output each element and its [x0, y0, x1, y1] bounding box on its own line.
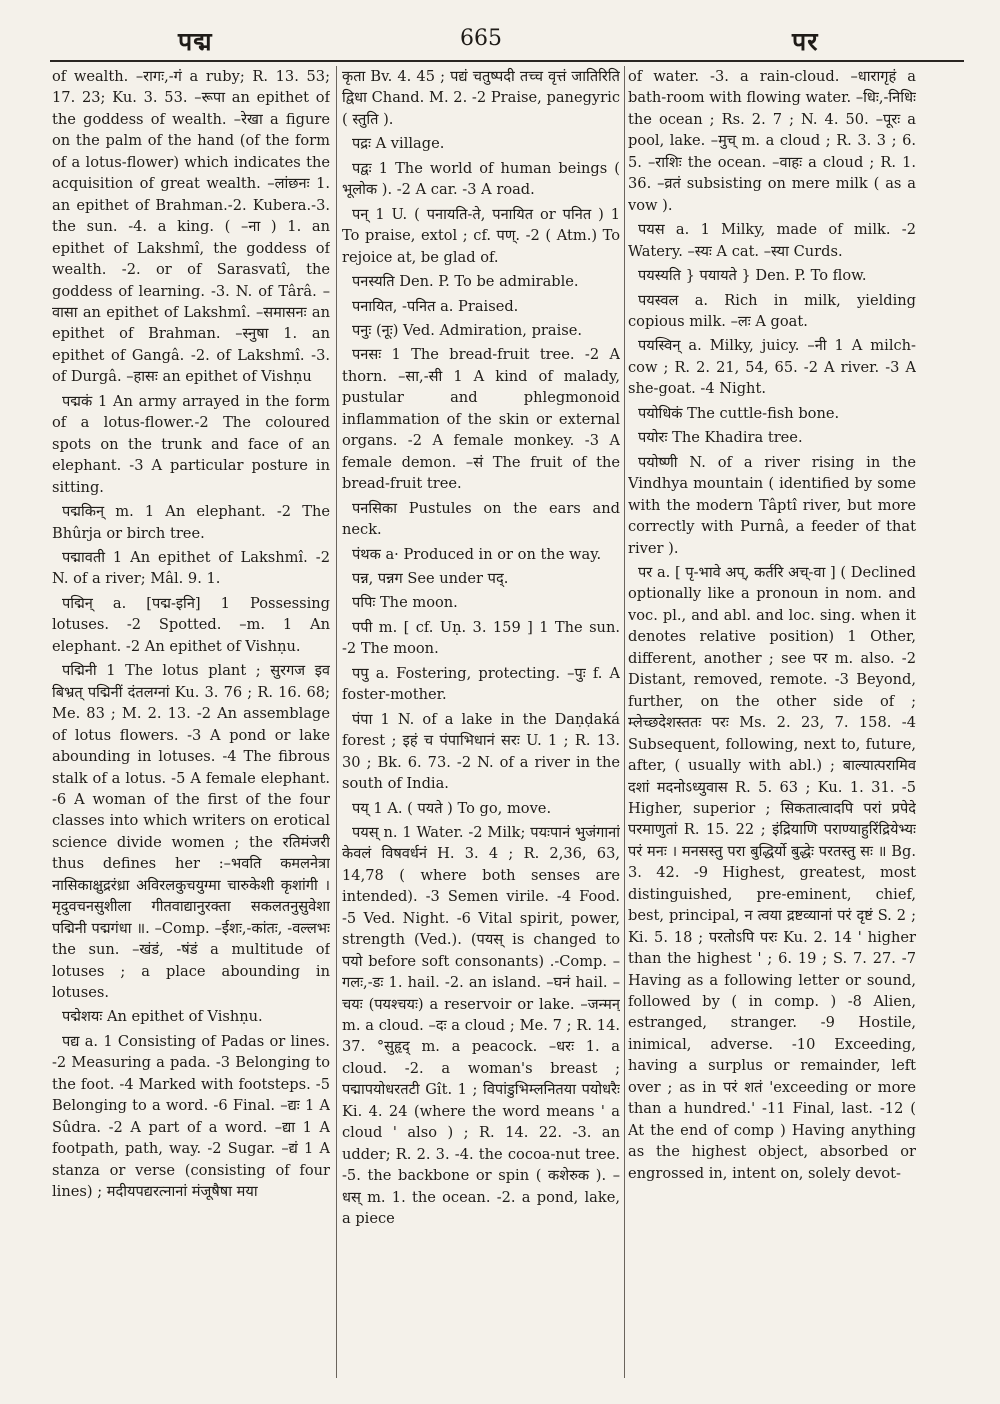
dictionary-entry: पयोधिकं The cuttle-fish bone. — [638, 404, 840, 422]
dictionary-entry: पपु a. Fostering, protecting. –पुः f. A foster-mother. — [342, 664, 620, 704]
dictionary-entry: पद्मकं 1 An army arrayed in the form of a lotus-flower.-2 The coloured spots on the trunk and face of an elephant. -3 A particular posture in sitting. — [52, 392, 330, 496]
dictionary-entry: of water. -3. a rain-cloud. –धारागृहं a bath-room with flowing water. –धिः,-निधिः the ocean ; Rs. 2. 7 ; N. 4. 50. –पूरः a pool, lake. –मुच् m. a cloud ; R. 3. 3 ; 6. 5. –राशिः the ocean. –वाहः a cloud ; R. 1. 36. –व्रतं subsisting on mere milk ( as a vow ). — [628, 68, 916, 214]
dictionary-entry: पन् 1 U. ( पनायति-ते, पनायित or पनित ) 1 To praise, extol ; cf. पण्. -2 ( Atm.) To rejoice at, be glad of. — [342, 205, 620, 266]
dictionary-entry: पद्रः A village. — [352, 135, 445, 153]
dictionary-entry: पयस्विन् a. Milky, juicy. –नी 1 A milch-cow ; R. 2. 21, 54, 65. -2 A river. -3 A she-goat. -4 Night. — [628, 337, 916, 398]
dictionary-entry: पद्मिन् a. [पद्म-इनि] 1 Possessing lotuses. -2 Spotted. –m. 1 An elephant. -2 An epithet of Vishṇu. — [52, 594, 330, 655]
dictionary-entry: पयस् n. 1 Water. -2 Milk; पयःपानं भुजंगानां केवलं विषवर्धनं H. 3. 4 ; R. 2,36, 63, 14,78 ( where both senses are intended). -3 Semen virile. -4 Food. -5 Ved. Night. -6 Vital spirit, power, strength (Ved.). (पयस् is changed to पयो before soft consonants) .-Comp. –गलः,-डः 1. hail. -2. an island. –घनं hail. –चयः (पयश्चयः) a reservoir or lake. –जन्मन् m. a cloud. –दः a cloud ; Me. 7 ; R. 14. 37. °सुहृद् m. a peacock. –धरः 1. a cloud. -2. a woman's breast ; पद्मापयोधरतटी Gît. 1 ; विपांडुभिम्लनितया पयोधरैः Ki. 4. 24 (where the word means ' a cloud ' also ) ; R. 14. 22. -3. an udder; R. 2. 3. -4. the cocoa-nut tree. -5. the backbone or spin ( कशेरुक ). –धस् m. 1. the ocean. -2. a pond, lake, a piece — [342, 823, 620, 1228]
page-header — [50, 24, 960, 64]
dictionary-entry: पपी m. [ cf. Uṇ. 3. 159 ] 1 The sun. -2 The moon. — [342, 618, 620, 658]
dictionary-entry: पयस a. 1 Milky, made of milk. -2 Watery. –स्यः A cat. –स्या Curds. — [628, 221, 916, 260]
dictionary-entry: कृता Bv. 4. 45 ; पद्यं चतुष्पदी तच्च वृत्तं जातिरिति द्विधा Chand. M. 2. -2 Praise, panegyric ( स्तुति ). — [342, 68, 620, 128]
dictionary-entry: पंथक a· Produced in or on the way. — [352, 545, 602, 563]
dictionary-entry: पनस्यति Den. P. To be admirable. — [352, 273, 579, 291]
column-divider-2 — [624, 66, 625, 1378]
dictionary-entry: पद्मिनी 1 The lotus plant ; सुरगज इव बिभ्रत् पद्मिनीं दंतलग्नां Ku. 3. 76 ; R. 16. 68; Me. 83 ; M. 2. 13. -2 An assemblage of lotus flowers. -3 A pond or lake abounding in lotuses. -4 The fibrous stalk of a lotus. -5 A female elephant. -6 A woman of the first of the four classes into which writers on erotical science divide women ; the रतिमंजरी thus defines her :–भवति कमलनेत्रा नासिकाक्षुद्ररंध्रा अविरलकुचयुग्मा चारुकेशी कृशांगी । मृदुवचनसुशीला गीतवाद्यानुरक्ता सकलतनुसुवेशा पद्मिनी पद्मगंधा ॥. –Comp. –ईशः,-कांतः, -वल्लभः the sun. –खंडं, -षंडं a multitude of lotuses ; a place abounding in lotuses. — [52, 662, 330, 1002]
dictionary-entry: पनुः (नूः) Ved. Admiration, praise. — [352, 321, 583, 339]
dictionary-entry: पद्वः 1 The world of human beings ( भूलोक ). -2 A car. -3 A road. — [342, 159, 620, 199]
column-1 — [52, 66, 330, 1378]
dictionary-entry: पनसः 1 The bread-fruit tree. -2 A thorn. –सा,-सी 1 A kind of malady, pustular and phlegmonoid inflammation of the skin or external organs. -2 A female monkey. -3 A female demon. –सं The fruit of the bread-fruit tree. — [342, 346, 620, 493]
dictionary-entry: पर a. [ पृ-भावे अप्, कर्तरि अच्-वा ] ( Declined optionally like a pronoun in nom. and voc. pl., and abl. and loc. sing. when it denotes relative position) 1 Other, different, another ; see पर m. also. -2 Distant, removed, remote. -3 Beyond, further, on the other side of ; म्लेच्छदेशस्ततः परः Ms. 2. 23, 7. 158. -4 Subsequent, following, next to, future, after, ( usually with abl.) ; बाल्यात्परामिव दशां मदनोऽध्युवास R. 5. 63 ; Ku. 1. 31. -5 Higher, superior ; सिकतात्वादपि परां प्रपेदे परमाणुतां R. 15. 22 ; इंद्रियाणि पराण्याहुरिंद्रियेभ्यः परं मनः । मनसस्तु परा बुद्धिर्यो बुद्धेः परतस्तु सः ॥ Bg. 3. 42. -9 Highest, greatest, most distinguished, pre-eminent, chief, best, principal, न त्वया द्रष्टव्यानां परं दृष्टं S. 2 ; Ki. 5. 18 ; परतोऽपि परः Ku. 2. 14 ' higher than the highest ' ; 6. 19 ; S. 7. 27. -7 Having as a following letter or sound, followed by ( in comp. ) -8 Alien, estranged, stranger. -9 Hostile, inimical, adverse. -10 Exceeding, having a surplus or remainder, left over ; as in परं शतं 'exceeding or more than a hundred.' -11 Final, last. -12 ( At the end of comp ) Having anything as the highest object, absorbed or engrossed in, intent on, solely devot- — [628, 563, 916, 1182]
column-divider-1 — [336, 66, 337, 1378]
dictionary-entry: पय् 1 A. ( पयते ) To go, move. — [352, 799, 552, 817]
dictionary-entry: पयस्वल a. Rich in milk, yielding copious milk. –लः A goat. — [628, 291, 916, 330]
dictionary-entry: पद्मावती 1 An epithet of Lakshmî. -2 N. of a river; Mâl. 9. 1. — [52, 548, 330, 588]
dictionary-entry: पपिः The moon. — [352, 594, 458, 612]
dictionary-entry: पन्न, पन्नग See under पद्. — [352, 569, 509, 587]
dictionary-entry: पयस्यति } पयायते } Den. P. To flow. — [638, 267, 867, 285]
left-running-headword: पद्म — [178, 27, 213, 56]
dictionary-entry: of wealth. –रागः,-गं a ruby; R. 13. 53; 17. 23; Ku. 3. 53. –रूपा an epithet of the goddess of wealth. –रेखा a figure on the palm of the hand (of the form of a lotus-flower) which indicates the acquisition of great wealth. –लांछनः 1. an epithet of Brahman.-2. Kubera.-3. the sun. -4. a king. ( –ना ) 1. an epithet of Lakshmî, the goddess of wealth. -2. or of Sarasvatî, the goddess of learning. -3. N. of Târâ. –वासा an epithet of Lakshmî. –समासनः an epithet of Brahman. –स्नुषा 1. an epithet of Gangâ. -2. of Lakshmî. -3. of Durgâ. –हासः an epithet of Vishṇu — [52, 68, 330, 386]
page-number: 665 — [460, 26, 502, 51]
dictionary-entry: पद्मेशयः An epithet of Vishṇu. — [62, 1008, 263, 1026]
dictionary-entry: पनायित, -पनित a. Praised. — [352, 297, 519, 315]
dictionary-entry: पयोरः The Khadira tree. — [638, 429, 803, 447]
column-2 — [342, 66, 620, 1378]
dictionary-entry: पद्य a. 1 Consisting of Padas or lines. -2 Measuring a pada. -3 Belonging to the foot. -4 Marked with footsteps. -5 Belonging to a word. -6 Final. –द्यः 1 A Sûdra. -2 A part of a word. –द्या 1 A footpath, path, way. -2 Sugar. –द्यं 1 A stanza or verse (consisting of four lines) ; मदीयपद्यरत्नानां मंजूषैषा मया — [52, 1032, 330, 1201]
dictionary-entry: पनसिका Pustules on the ears and neck. — [342, 499, 620, 539]
right-running-headword: पर — [792, 27, 819, 56]
column-3 — [628, 66, 916, 1378]
header-rule — [50, 60, 964, 62]
dictionary-entry: पद्मकिन् m. 1 An elephant. -2 The Bhûrja or birch tree. — [52, 503, 330, 542]
dictionary-entry: पंपा 1 N. of a lake in the Daṇḍaká forest ; इहं च पंपाभिधानं सरः U. 1 ; R. 13. 30 ; Bk. 6. 73. -2 N. of a river in the south of India. — [342, 710, 620, 793]
dictionary-entry: पयोष्णी N. of a river rising in the Vindhya mountain ( identified by some with the modern Tâptî river, but more correctly with Purnâ, a feeder of that river ). — [628, 453, 916, 557]
